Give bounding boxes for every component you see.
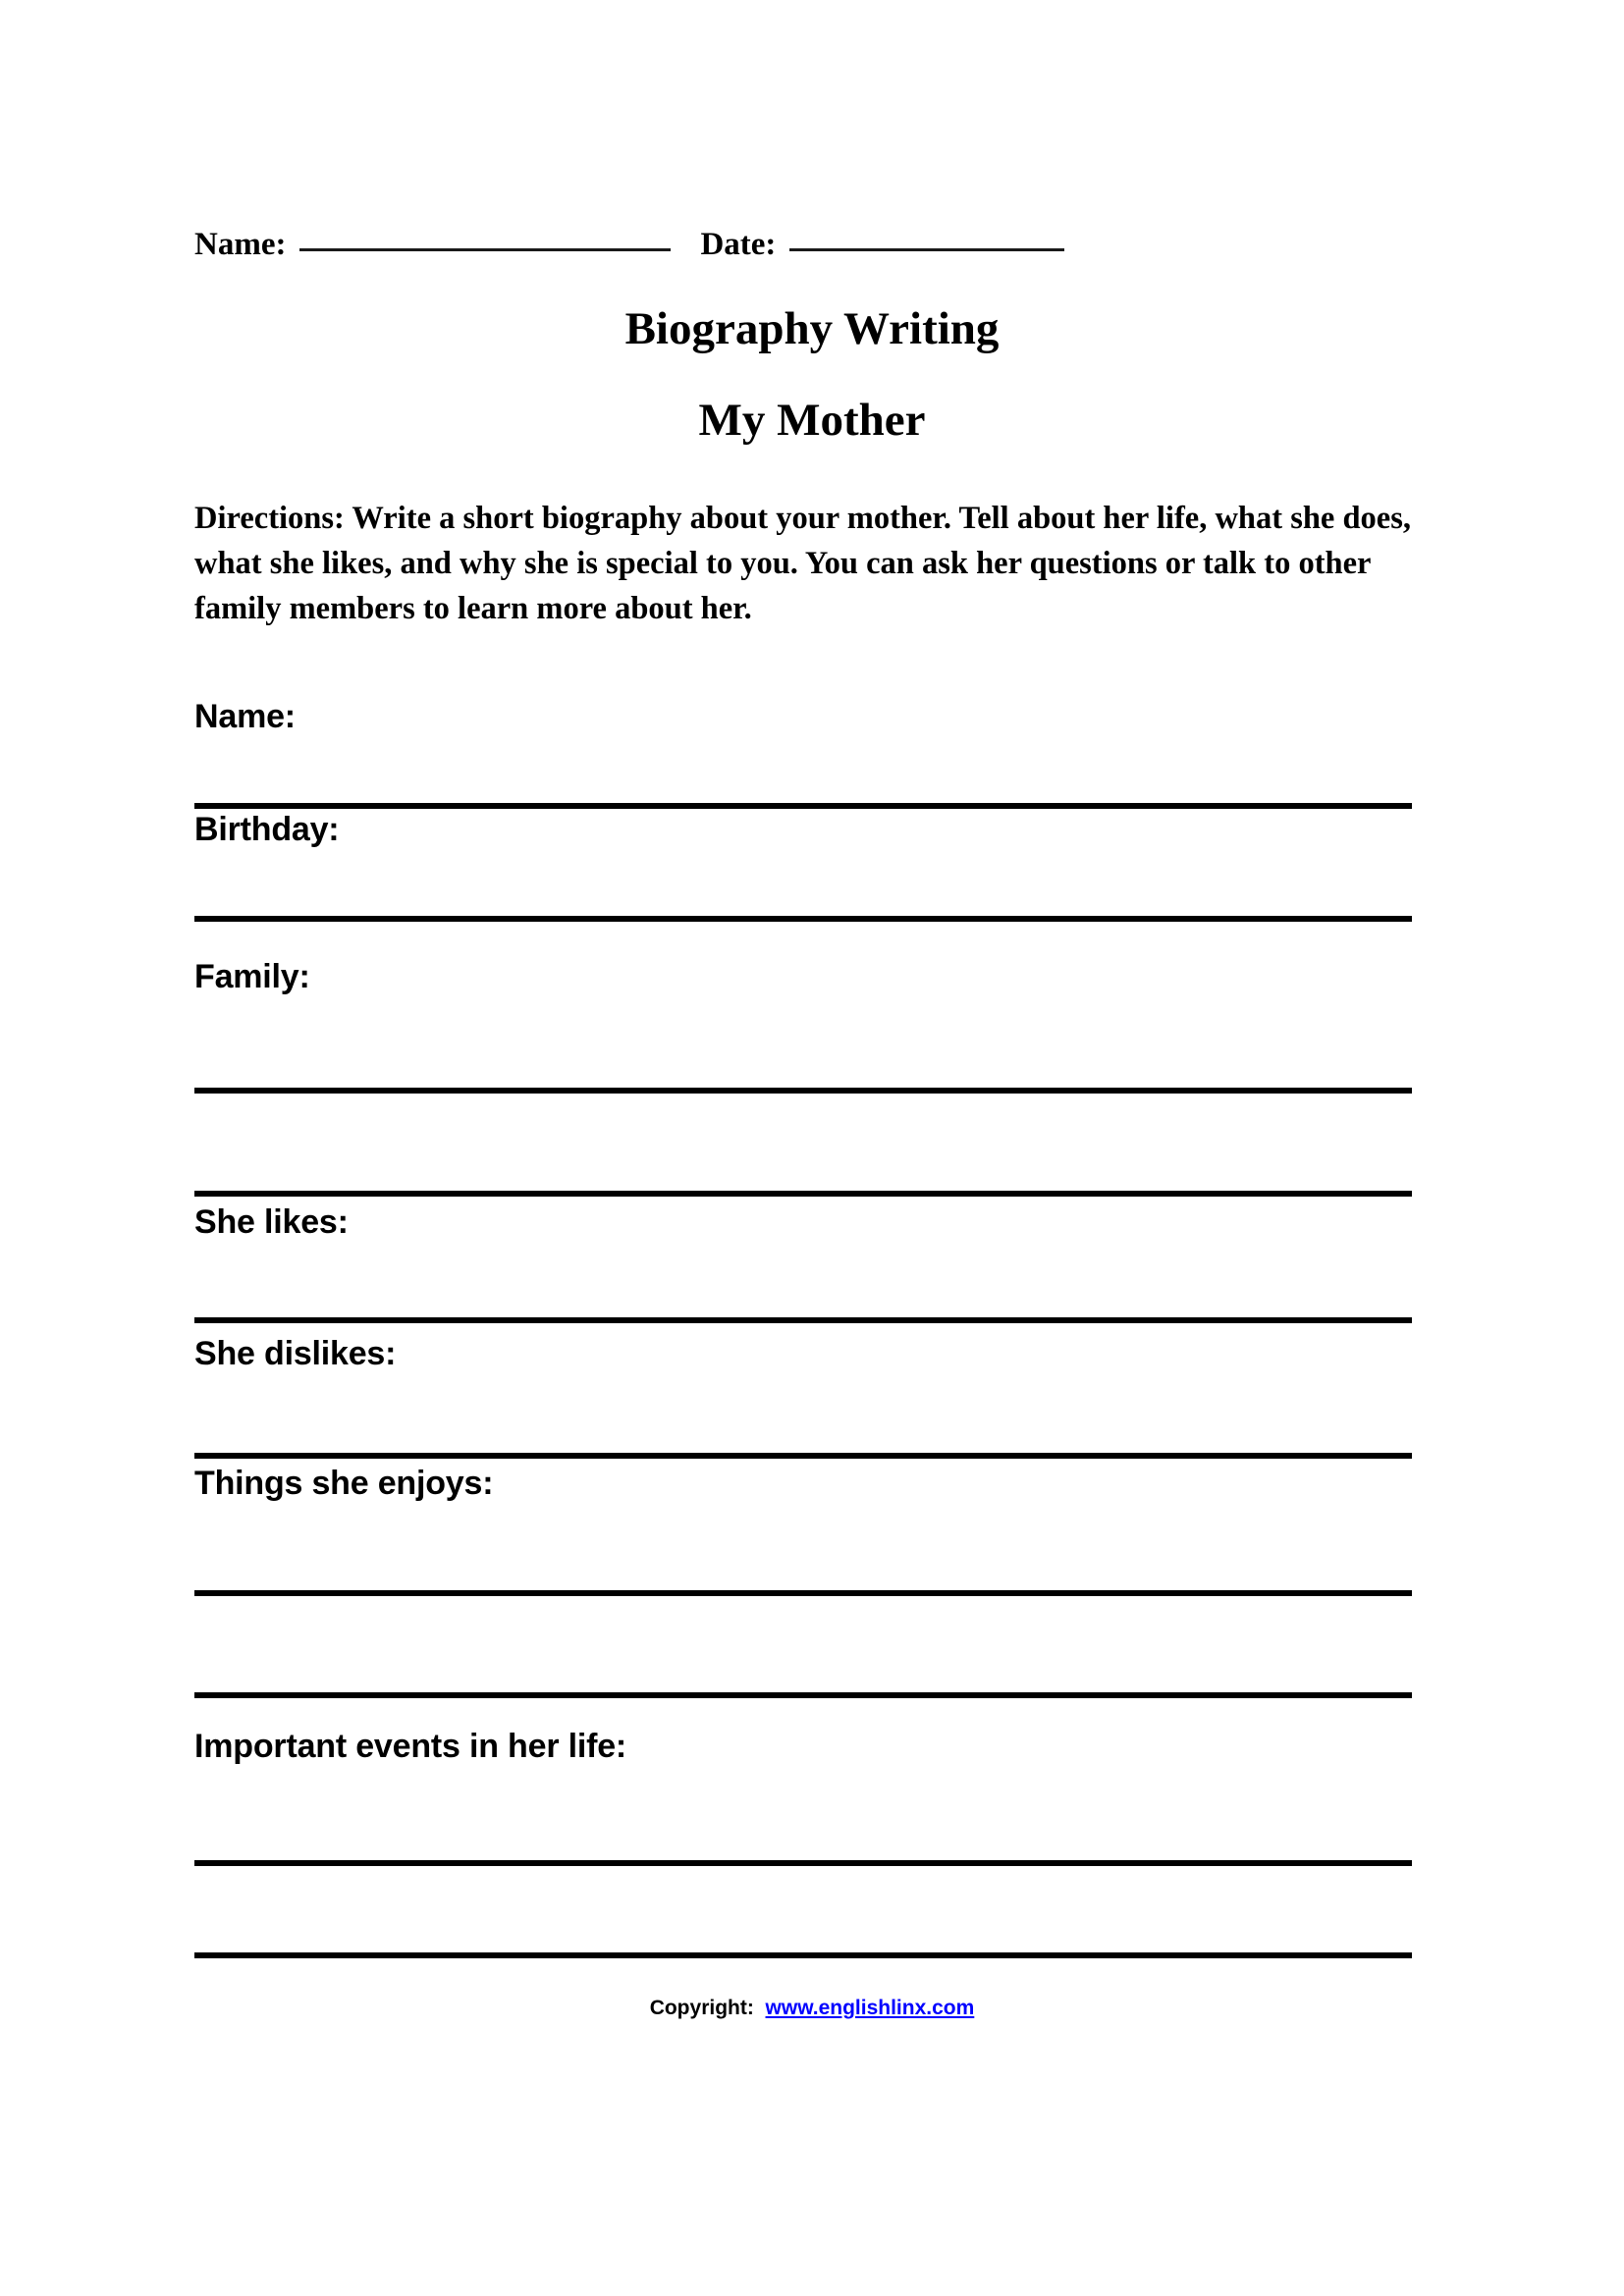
answer-line-she-dislikes-1[interactable] [194, 1453, 1412, 1459]
date-label: Date: [700, 227, 777, 262]
page-title: Biography Writing [624, 303, 1000, 354]
answer-line-important-events-1[interactable] [194, 1860, 1412, 1866]
answer-line-things-she-enjoys-2[interactable] [194, 1692, 1412, 1698]
answer-line-family-2[interactable] [194, 1191, 1412, 1197]
field-label-birthday: Birthday: [194, 811, 340, 848]
answer-line-important-events-2[interactable] [194, 1952, 1412, 1958]
answer-line-name-1[interactable] [194, 803, 1412, 809]
page-subtitle: My Mother [698, 395, 926, 446]
copyright-label: Copyright: [649, 1997, 754, 2019]
field-label-she-dislikes: She dislikes: [194, 1335, 397, 1372]
footer-copyright [0, 1998, 1624, 2018]
field-label-things-she-enjoys: Things she enjoys: [194, 1465, 494, 1502]
answer-line-things-she-enjoys-1[interactable] [194, 1590, 1412, 1596]
field-label-she-likes: She likes: [194, 1203, 349, 1241]
field-label-family: Family: [194, 958, 310, 995]
englishlinx-link[interactable]: www.englishlinx.com [765, 1997, 975, 2019]
answer-line-birthday-1[interactable] [194, 916, 1412, 922]
field-label-important-events: Important events in her life: [194, 1728, 627, 1765]
field-label-name: Name: [194, 698, 296, 735]
answer-line-she-likes-1[interactable] [194, 1317, 1412, 1323]
answer-line-family-1[interactable] [194, 1088, 1412, 1094]
directions-paragraph: Directions: Write a short biography about your mother. Tell about her life, what she does, what she likes, and why she is special to you. You can ask her questions or talk to other family members to learn more about her. [194, 501, 1411, 626]
name-label: Name: [194, 227, 287, 262]
